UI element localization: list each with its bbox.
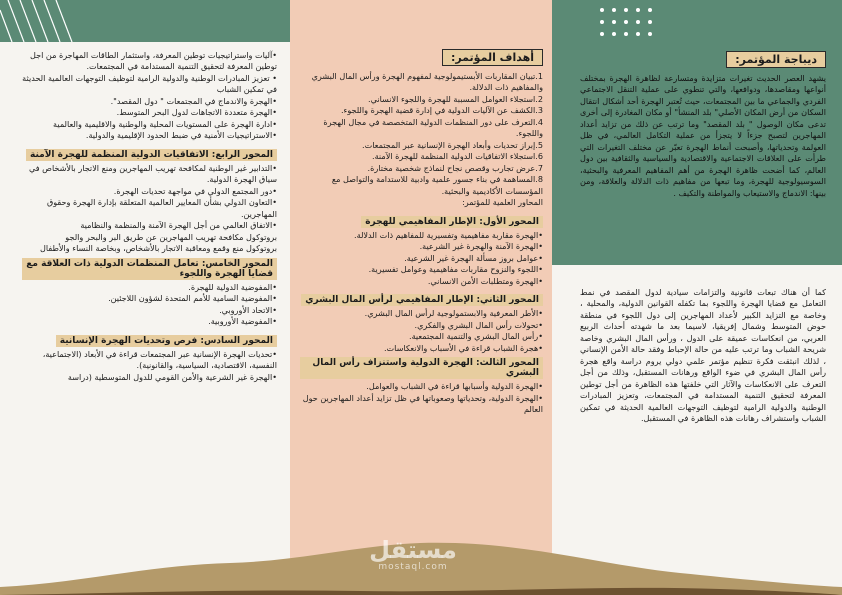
list-item: •هجرة الشباب قراءة في الأسباب والانعكاسات. (383, 342, 543, 353)
list-item: •الأطر المعرفية والابستمولوجية لرأس المال البشري. (364, 308, 543, 319)
list-item: •المفوضية السامية للأمم المتحدة لشؤون اللاجئين. (108, 293, 277, 304)
list-item: •المفوضية الأوروبية. (208, 316, 277, 327)
axis4-title: المحور الرابع: الاتفاقيات الدولية المنظمة للهجرة الآمنة (26, 149, 277, 161)
list-item: 2.استجلاء العوامل المسببة للهجرة واللجوء الانساني. (368, 93, 543, 104)
axis3-title: المحور الثالث: الهجرة الدولية واستنزاف رأس المال البشري (300, 357, 543, 379)
list-item: •التعاون الدولي بشأن المعايير العالمية المتعلقة بإدارة الهجرة وحقوق المهاجرين. (46, 197, 277, 219)
left-panel (0, 0, 290, 595)
list-item: •اللجوء والنزوح مقاربات مفاهيمية وعوامل تفسيرية. (368, 264, 543, 275)
list-item: •الاتفاق العالمي من أجل الهجرة الآمنة والمنظمة والنظامية (80, 220, 277, 231)
objectives-heading: أهداف المؤتمر: (442, 49, 543, 66)
list-item: 3.الكشف عن الآليات الدولية في إدارة قضية الهجرة واللجوء. (340, 105, 543, 116)
list-item: بروتوكول مكافحة تهريب المهاجرين عن طريق البر والبحر والجو (65, 231, 277, 242)
right-green-block (552, 0, 842, 265)
list-item: •ادارة الهجرة على المستويات المحلية والوطنية والاقليمية والعالمية (53, 118, 277, 129)
list-item: •رأس المال البشري والتنمية المجتمعية. (409, 331, 543, 342)
list-item: •الهجرة الآمنة والهجرة غير الشرعية. (419, 241, 543, 252)
objectives-section (300, 46, 543, 416)
list-item: 6.استجلاء الاتفاقيات الدولية المنظمة للهجرة الآمنة. (372, 151, 543, 162)
list-item: •الهجرة والاندماج في المجتمعات " دول المقصد". (110, 95, 277, 106)
preamble-text: يشهد العصر الحديث تغيرات متزايدة ومتسارعة لظاهرة الهجرة بمختلف أنواعها ومقاصدها، ودوافعها، والتي تنطوي على عملية التنقل الاجتماعي الفردي والجماعي ما بين المجتمعات، حيث تُعتبر الهجرة أحد أشكال انتقال السكان من أرض المكان الأصلي" بلد المنشأ" أو مكان المغادرة إلى أخرى تدعى مكان الوصول " بلد المقصد" وما ترتب عن ذلك من تزايد أعداد المهاجرين لتصبح جزءاً لا يتجزأ من عملية التكامل العالمي، في ظل العولمة وتحدياتها، وأصبحت أنماط الهجرة تعبّر عن مختلف التغيرات التي طرأت على العلاقات الاجتماعية والاقتصادية والسياسية والثقافية بين دول العالم، كما أضحت ظاهرة الهجرة من أهم المفاهيم المعرفية والبحثية، السوسيولوجية للهجرة، وما تبعها من مفاهيم ذات الدلالة والعلاقة، ومن بينها: الاندماج والاستيعاب والمواطنة والتكيف . (580, 73, 826, 198)
list-item: •التدابير غير الوطنية لمكافحة تهريب المهاجرين ومنع الاتجار بالأشخاص في سياق الهجرة الدولية. (28, 162, 277, 185)
preamble-heading: ديباجة المؤتمر: (726, 51, 826, 68)
list-item: •الهجرة متعددة الاتجاهات لدول البحر المتوسط. (116, 107, 277, 118)
preamble-paragraph-1 (580, 73, 826, 199)
list-item: •آليات واستراتيجيات توطين المعرفة، واستثمار الطاقات المهاجرة من اجل توطين المعرفة لتحقيق التنمية المستدامة في المجتمعات. (29, 50, 277, 72)
axis1-title: المحور الأول: الإطار المفاهيمي للهجرة (361, 216, 543, 228)
axis5-title: المحور الخامس: تعامل المنظمات الدولية ذات العلاقة مع قضايا الهجرة واللجوء (22, 258, 277, 280)
list-item: •الهجرة مقاربة مفاهيمية وتفسيرية للمفاهيم ذات الدلالة. (354, 229, 543, 240)
list-item: •الهجرة ومتطلبات الأمن الانساني. (427, 275, 543, 286)
axis6-title: المحور السادس: فرص وتحديات الهجرة الإنسانية (56, 335, 277, 347)
list-item: 1.تبيان المقاربات الأبستيمولوجية لمفهوم الهجرة ورأس المال البشري والمفاهيم ذات الدلالة. (311, 71, 543, 93)
watermark-latin: mostaql.com (378, 562, 448, 572)
list-item: 7.عرض تجارب وقصص نجاح لنماذج شخصية مختارة. (367, 162, 543, 173)
axis2-title: المحور الثاني: الإطار المفاهيمي لرأس المال البشري (301, 294, 543, 306)
preamble-text-2: كما أن هناك تبعات قانونية والتزامات سيادية لدول المقصد في نمط التعامل مع قضايا الهجرة واللجوء بما تكفله القوانين الدولية، والمحلية ، وخاصة مع التزايد الكبير لأعداد المهاجرين إلى دول اللجوء في منطقة حوض المتوسط وشمال إفريقيا، لاسيما بعد ما شهدته أحداث الربيع العربي، من انعكاسات عميقة على الدول ، ورأس المال البشري وخاصة شريحة الشباب وما ترتب عليه من حالة الإحباط وفقد حالة الأمن الإنساني ، لذلك انبثقت فكرة تنظيم مؤتمر علمي دولي يروم دراسة واقع هجرة رأس المال البشري في ضوء الواقع ورهانات المستقبل، وذلك من أجل التعرف على الانعكاسات والآثار التي خلفتها هذه الظاهرة من أجل توطين المعرفة لتحقيق التنمية المستدامة في المجتمعات، وتعزيز المبادرات الوطنية والدولية الرامية لتوظيف التوجهات العالمية الحديثة في تمكين الشباب واستشراف رهانات هذه الظاهرة في المستقبل. (580, 287, 826, 424)
list-item: •تحولات رأس المال البشري والفكري. (414, 319, 543, 330)
list-item: • تعزيز المبادرات الوطنية والدولية الرامية لتوظيف التوجهات العالمية الحديثة في تمكين الشباب (22, 72, 277, 95)
left-content (22, 50, 277, 383)
list-item: •دور المجتمع الدولي في مواجهة تحديات الهجرة. (113, 185, 277, 196)
preamble-continued (580, 287, 826, 425)
mostaql-watermark (353, 538, 473, 572)
list-item: •الاستراتيجيات الأمنية في ضبط الحدود الإقليمية والدولية. (85, 130, 277, 141)
preamble-paragraph-2 (580, 287, 826, 425)
list-item: 4.التعرف على دور المنظمات الدولية المتخصصة في مجال الهجرة واللجوء. (323, 116, 543, 139)
left-green-band (0, 0, 290, 42)
list-item: •المفوضية الدولية للهجرة. (188, 281, 277, 292)
list-item: •الهجرة غير الشرعية والأمن القومي للدول المتوسطية (دراسة (67, 371, 277, 382)
preamble-section (580, 48, 826, 199)
list-item: •الاتحاد الأوروبي. (219, 304, 277, 315)
list-item: بروتوكول منع وقمع ومعاقبة الاتجار بالأشخاص، وبخاصة النساء والأطفال (40, 243, 277, 254)
right-panel (552, 0, 842, 595)
middle-panel (290, 0, 552, 595)
list-item: •عوامل بروز مسألة الهجرة غير الشرعية. (404, 252, 543, 263)
watermark-arabic: مستقل (369, 536, 457, 564)
diagonal-stripes-decoration (0, 0, 75, 42)
list-item: 5.إبراز تحديات وأبعاد الهجرة الإنسانية عبر المجتمعات. (362, 139, 543, 150)
axes-label: المحاور العلمية للمؤتمر: (462, 197, 543, 208)
list-item: 8.المساهمة في بناء جسور علمية وادبية للاستدامة والتواصل مع المؤسسات الأكاديمية والبحثية. (331, 174, 543, 196)
list-item: •الهجرة الدولية، وتحدياتها وصعوباتها في ظل تزايد أعداد المهاجرين حول العالم (302, 392, 543, 415)
list-item: •تحديات الهجرة الإنسانية عبر المجتمعات قراءة في الأبعاد (الاجتماعية، النفسية، الاقتصادية، السياسية، والقانونية). (42, 348, 277, 371)
list-item: •الهجرة الدولية وأسبابها قراءة في الشباب والعوامل. (366, 381, 543, 392)
